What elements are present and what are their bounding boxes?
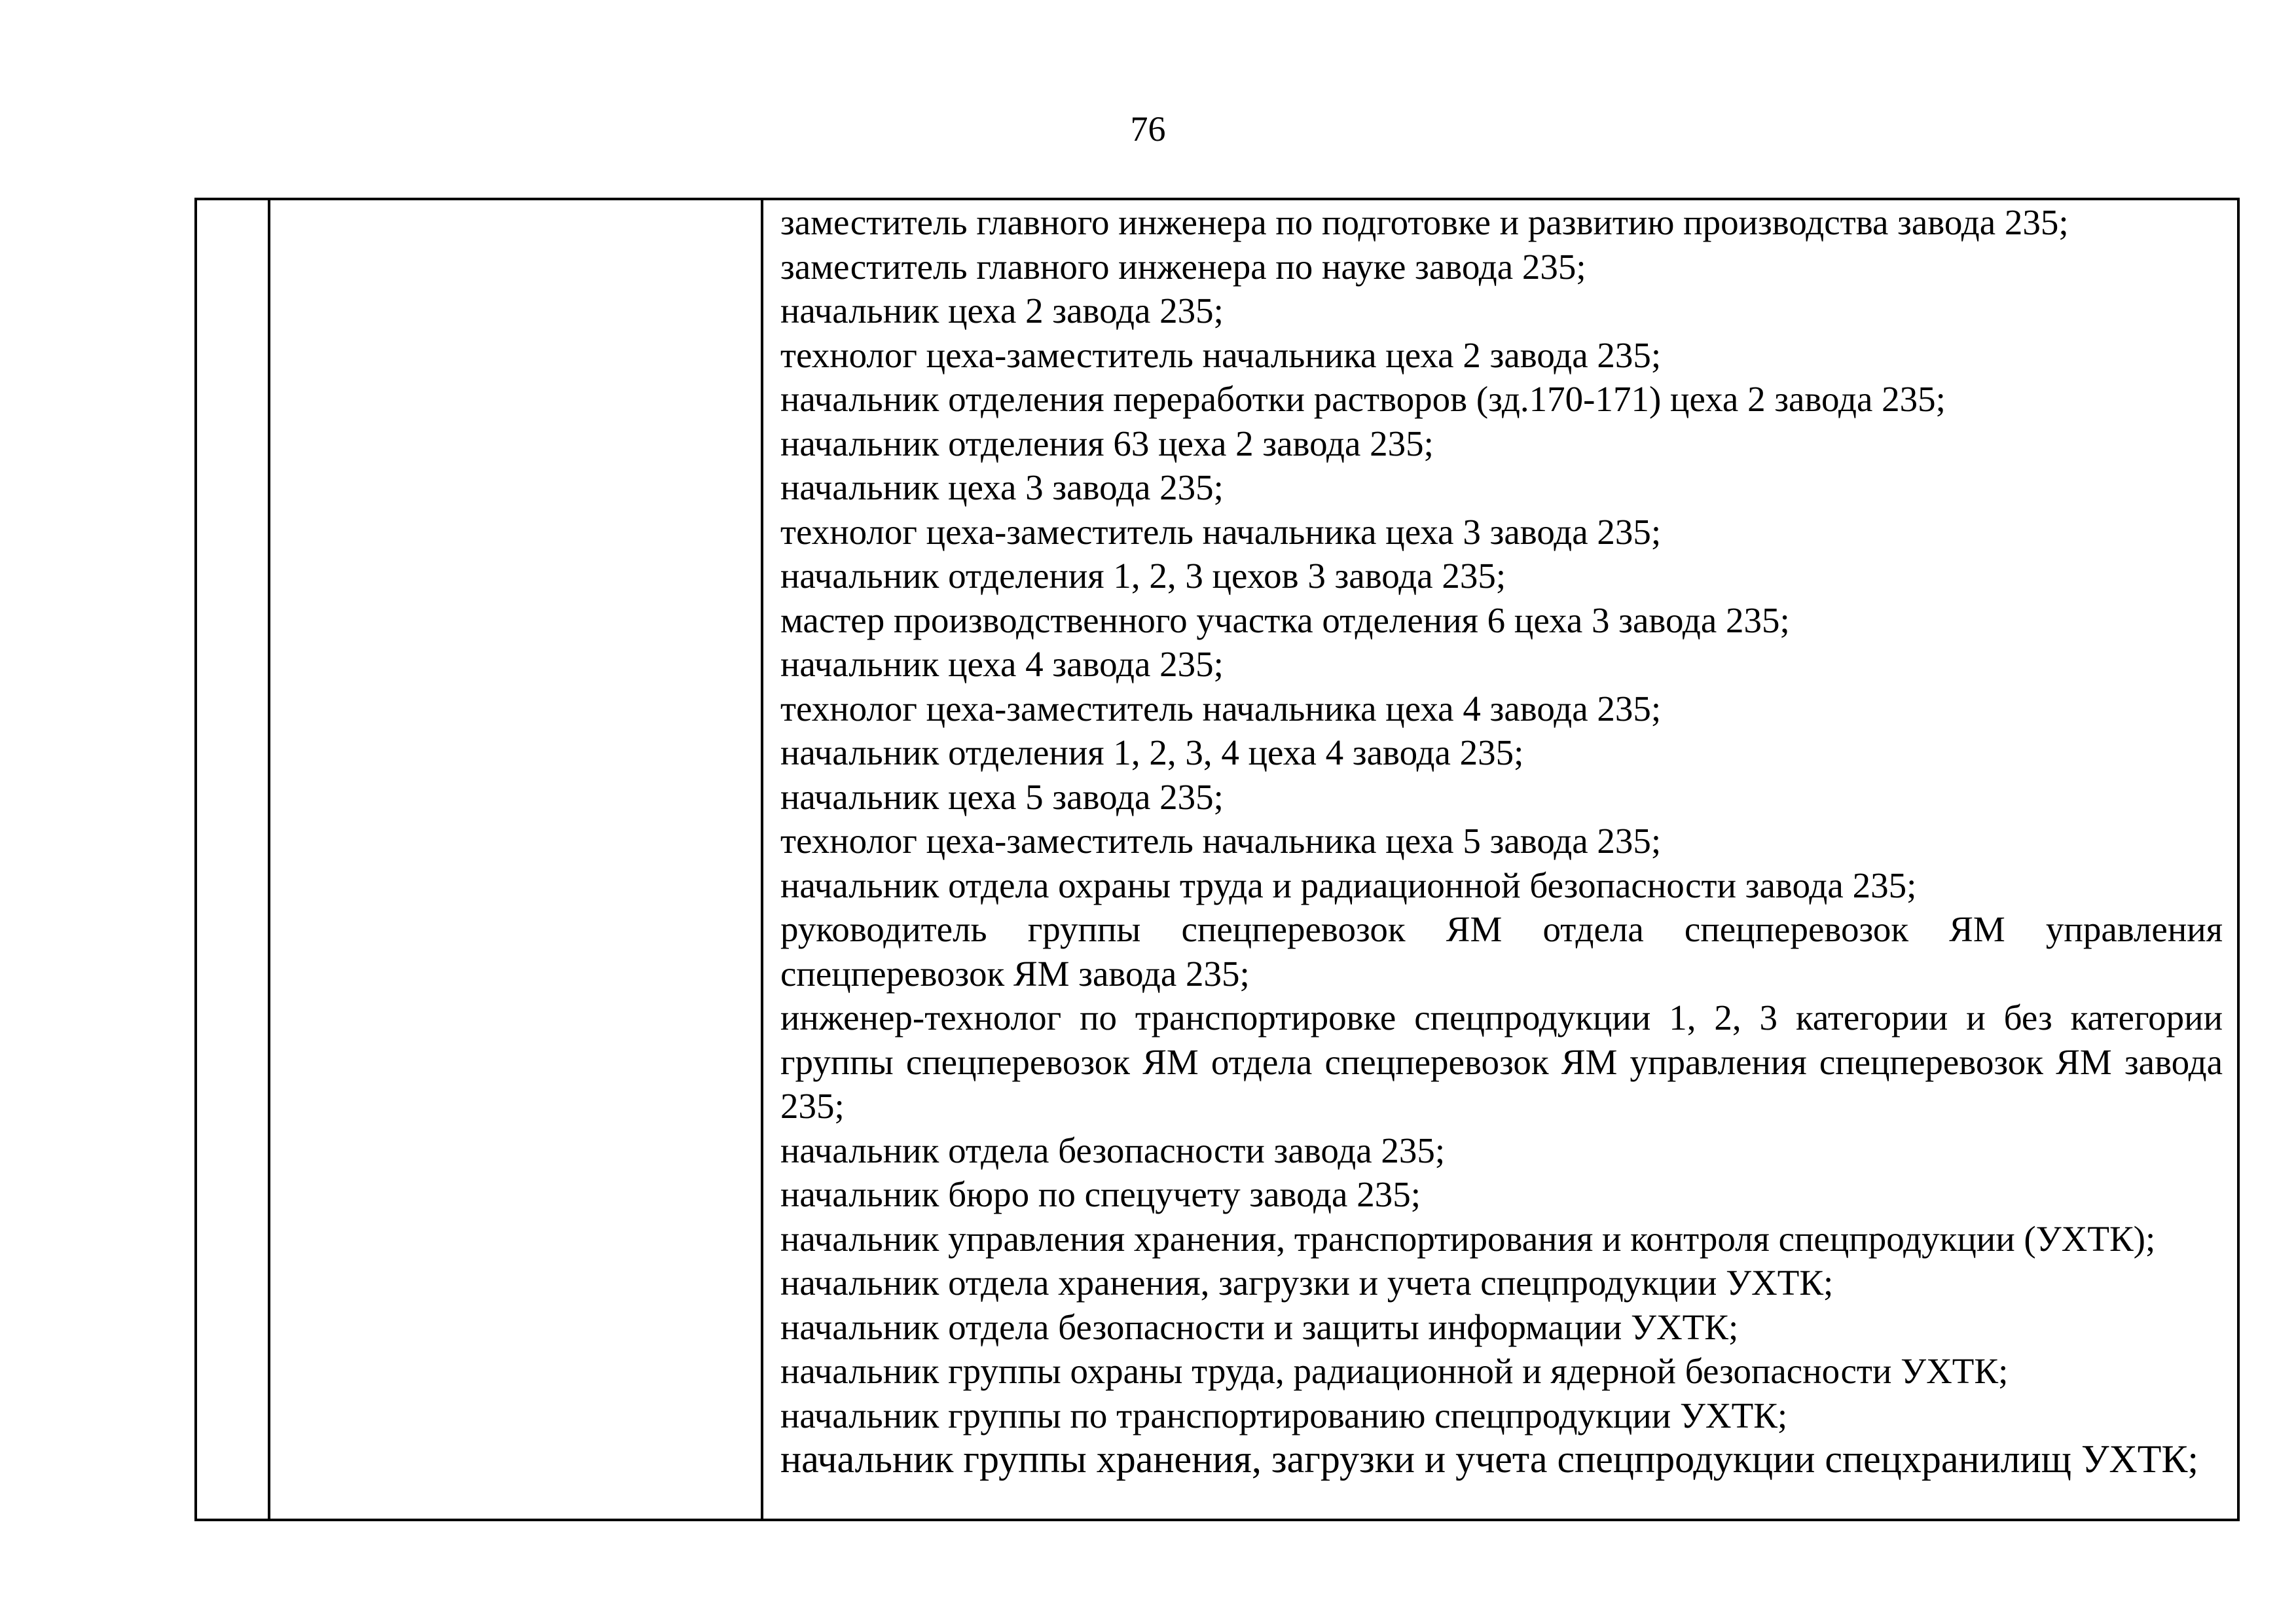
list-item: технолог цеха-заместитель начальника цеха 5 завода 235; [780, 821, 1662, 861]
list-item: начальник цеха 2 завода 235; [780, 291, 1224, 331]
name-cell [269, 199, 762, 1520]
list-item: начальник цеха 3 завода 235; [780, 467, 1224, 507]
list-item: инженер-технолог по транспортировке спецпродукции 1, 2, 3 категории и без категории группы спецперевозок ЯМ отдела спецперевозок ЯМ управления спецперевозок ЯМ завода 235; [780, 998, 2223, 1126]
list-item: начальник цеха 5 завода 235; [780, 776, 1224, 817]
list-item: начальник группы охраны труда, радиационной и ядерной безопасности УХТК; [780, 1351, 2009, 1391]
list-item: начальник отдела безопасности завода 235; [780, 1130, 1446, 1170]
list-item: заместитель главного инженера по науке завода 235; [780, 246, 1586, 287]
positions-list [780, 200, 2223, 1482]
table-row [196, 199, 2238, 1520]
list-item: начальник отделения 63 цеха 2 завода 235; [780, 423, 1434, 463]
list-item: начальник отдела хранения, загрузки и учета спецпродукции УХТК; [780, 1263, 1834, 1303]
list-item: начальник цеха 4 завода 235; [780, 644, 1224, 684]
positions-cell [762, 199, 2238, 1520]
list-item: начальник группы по транспортированию спецпродукции УХТК; [780, 1395, 1788, 1435]
list-item: технолог цеха-заместитель начальника цеха 4 завода 235; [780, 688, 1662, 729]
list-item: начальник бюро по спецучету завода 235; [780, 1174, 1421, 1214]
page-number: 76 [1130, 109, 1166, 149]
list-item: начальник отдела безопасности и защиты информации УХТК; [780, 1307, 1739, 1347]
list-item: начальник отделения 1, 2, 3 цехов 3 завода 235; [780, 556, 1506, 596]
list-item: начальник группы хранения, загрузки и учета спецпродукции спецхранилищ УХТК; [780, 1437, 2199, 1481]
document-table [194, 198, 2240, 1521]
list-item: начальник управления хранения, транспортирования и контроля спецпродукции (УХТК); [780, 1218, 2156, 1259]
list-item: заместитель главного инженера по подготовке и развитию производства завода 235; [780, 202, 2069, 242]
list-item: технолог цеха-заместитель начальника цеха 3 завода 235; [780, 511, 1662, 552]
list-item: мастер производственного участка отделения 6 цеха 3 завода 235; [780, 600, 1790, 640]
number-cell [196, 199, 269, 1520]
list-item: начальник отдела охраны труда и радиационной безопасности завода 235; [780, 865, 1917, 905]
list-item: начальник отделения 1, 2, 3, 4 цеха 4 завода 235; [780, 732, 1524, 772]
list-item: технолог цеха-заместитель начальника цеха 2 завода 235; [780, 334, 1662, 375]
list-item: начальник отделения переработки растворов (зд.170-171) цеха 2 завода 235; [780, 379, 1946, 419]
list-item: руководитель группы спецперевозок ЯМ отдела спецперевозок ЯМ управления спецперевозок ЯМ завода 235; [780, 909, 2223, 994]
